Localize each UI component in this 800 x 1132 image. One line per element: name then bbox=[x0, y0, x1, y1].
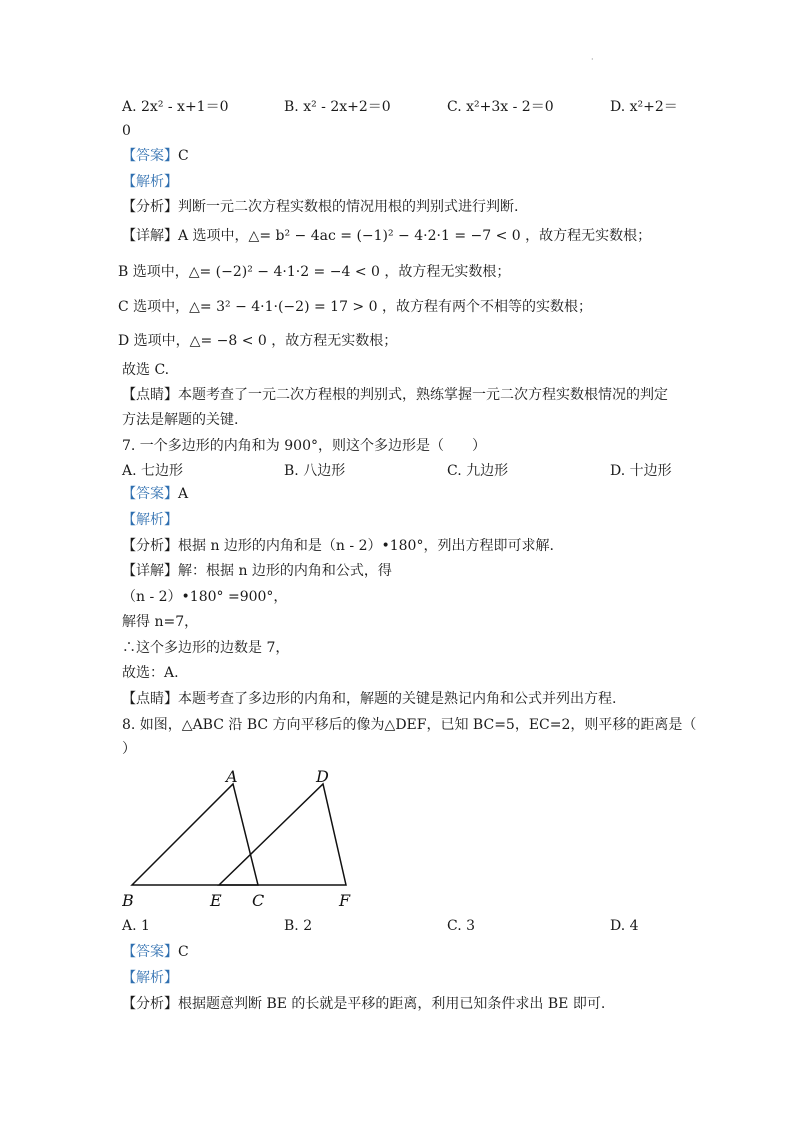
label-e: E bbox=[210, 891, 222, 910]
xiangjie-tag: 【详解】 bbox=[122, 228, 178, 244]
q7-equation: （n - 2）•180° =900°， bbox=[122, 589, 288, 605]
q8-analysis-tag bbox=[122, 968, 178, 988]
q6-xiangjie-c: C 选项中，△= 3² − 4·1·(−2) = 17 > 0 ，故方程有两个不相等的实数根； bbox=[118, 299, 592, 315]
q7-therefore: ∴这个多边形的边数是 7， bbox=[122, 640, 290, 656]
q8-option-b: B. 2 bbox=[284, 918, 313, 934]
q7-stem: 7. 一个多边形的内角和为 900°，则这个多边形是（ ） bbox=[122, 438, 486, 454]
q8-option-c: C. 3 bbox=[447, 918, 476, 934]
dianjing-tag: 【点睛】 bbox=[122, 387, 178, 403]
q7-option-c: C. 九边形 bbox=[447, 463, 509, 479]
q6-dianjing-cont: 方法是解题的关键. bbox=[122, 412, 239, 428]
answer-tag: 【答案】 bbox=[122, 148, 178, 164]
answer-tag: 【答案】 bbox=[122, 944, 178, 960]
xiangjie-line-a: A 选项中，△= b² − 4ac = (−1)² − 4·2·1 = −7 < 0 ，故方程无实数根； bbox=[178, 228, 652, 244]
dianjing-tag: 【点睛】 bbox=[122, 691, 178, 707]
triangle-def bbox=[219, 784, 346, 885]
fenxi-tag: 【分析】 bbox=[122, 538, 178, 554]
q6-option-d: D. x²+2＝ bbox=[610, 99, 678, 115]
corner-mark: · bbox=[591, 55, 594, 64]
q7-conclusion: 故选：A. bbox=[122, 665, 179, 681]
fenxi-tag: 【分析】 bbox=[122, 996, 178, 1012]
q8-stem: 8. 如图，△ABC 沿 BC 方向平移后的像为△DEF，已知 BC=5，EC=2，则平移的距离是（ bbox=[122, 717, 697, 733]
analysis-tag: 【解析】 bbox=[122, 174, 178, 190]
q7-option-d: D. 十边形 bbox=[610, 463, 672, 479]
fenxi-text: 判断一元二次方程实数根的情况用根的判别式进行判断. bbox=[178, 199, 519, 215]
q6-answer bbox=[122, 146, 189, 166]
q6-option-c: C. x²+3x - 2＝0 bbox=[447, 99, 554, 115]
q7-dianjing bbox=[122, 689, 616, 709]
answer-value: A bbox=[178, 486, 189, 502]
fenxi-text: 根据 n 边形的内角和是（n - 2）•180°，列出方程即可求解. bbox=[178, 538, 554, 554]
q6-dianjing bbox=[122, 385, 668, 405]
q7-xiangjie bbox=[122, 561, 392, 581]
q6-conclusion: 故选 C. bbox=[122, 362, 170, 378]
q8-answer bbox=[122, 942, 189, 962]
dianjing-text: 本题考查了多边形的内角和，解题的关键是熟记内角和公式并列出方程. bbox=[178, 691, 617, 707]
q6-xiangjie-a bbox=[122, 226, 651, 246]
q6-analysis-tag bbox=[122, 172, 178, 192]
fenxi-text: 根据题意判断 BE 的长就是平移的距离，利用已知条件求出 BE 即可. bbox=[178, 996, 606, 1012]
q8-option-a: A. 1 bbox=[122, 918, 150, 934]
label-c: C bbox=[252, 891, 265, 910]
q7-solve: 解得 n=7， bbox=[122, 614, 199, 630]
dianjing-text: 本题考查了一元二次方程根的判别式，熟练掌握一元二次方程实数根情况的判定 bbox=[178, 387, 668, 403]
translation-figure bbox=[122, 764, 382, 914]
xiangjie-text: 解：根据 n 边形的内角和公式，得 bbox=[178, 563, 392, 579]
q7-option-b: B. 八边形 bbox=[284, 463, 346, 479]
label-b: B bbox=[122, 891, 134, 910]
q6-option-a: A. 2x² - x+1＝0 bbox=[122, 99, 229, 115]
q6-option-b: B. x² - 2x+2＝0 bbox=[284, 99, 391, 115]
q7-answer bbox=[122, 484, 188, 504]
label-d: D bbox=[316, 767, 329, 786]
xiangjie-tag: 【详解】 bbox=[122, 563, 178, 579]
analysis-tag: 【解析】 bbox=[122, 512, 178, 528]
q7-option-a: A. 七边形 bbox=[122, 463, 184, 479]
fenxi-tag: 【分析】 bbox=[122, 199, 178, 215]
triangle-abc bbox=[132, 784, 258, 885]
answer-value: C bbox=[178, 944, 189, 960]
q7-fenxi bbox=[122, 536, 554, 556]
q6-option-d-wrap: 0 bbox=[122, 123, 131, 139]
answer-tag: 【答案】 bbox=[122, 486, 178, 502]
answer-value: C bbox=[178, 148, 189, 164]
q7-analysis-tag bbox=[122, 510, 178, 530]
analysis-tag: 【解析】 bbox=[122, 970, 178, 986]
q6-xiangjie-b: B 选项中，△= (−2)² − 4·1·2 = −4 < 0 ，故方程无实数根； bbox=[118, 264, 511, 280]
q8-stem-cont: ） bbox=[122, 741, 136, 757]
q6-xiangjie-d: D 选项中，△= −8 < 0 ，故方程无实数根； bbox=[118, 333, 398, 349]
q8-fenxi bbox=[122, 994, 605, 1014]
q6-fenxi bbox=[122, 197, 518, 217]
label-f: F bbox=[339, 891, 351, 910]
q8-option-d: D. 4 bbox=[610, 918, 639, 934]
label-a: A bbox=[226, 767, 238, 786]
